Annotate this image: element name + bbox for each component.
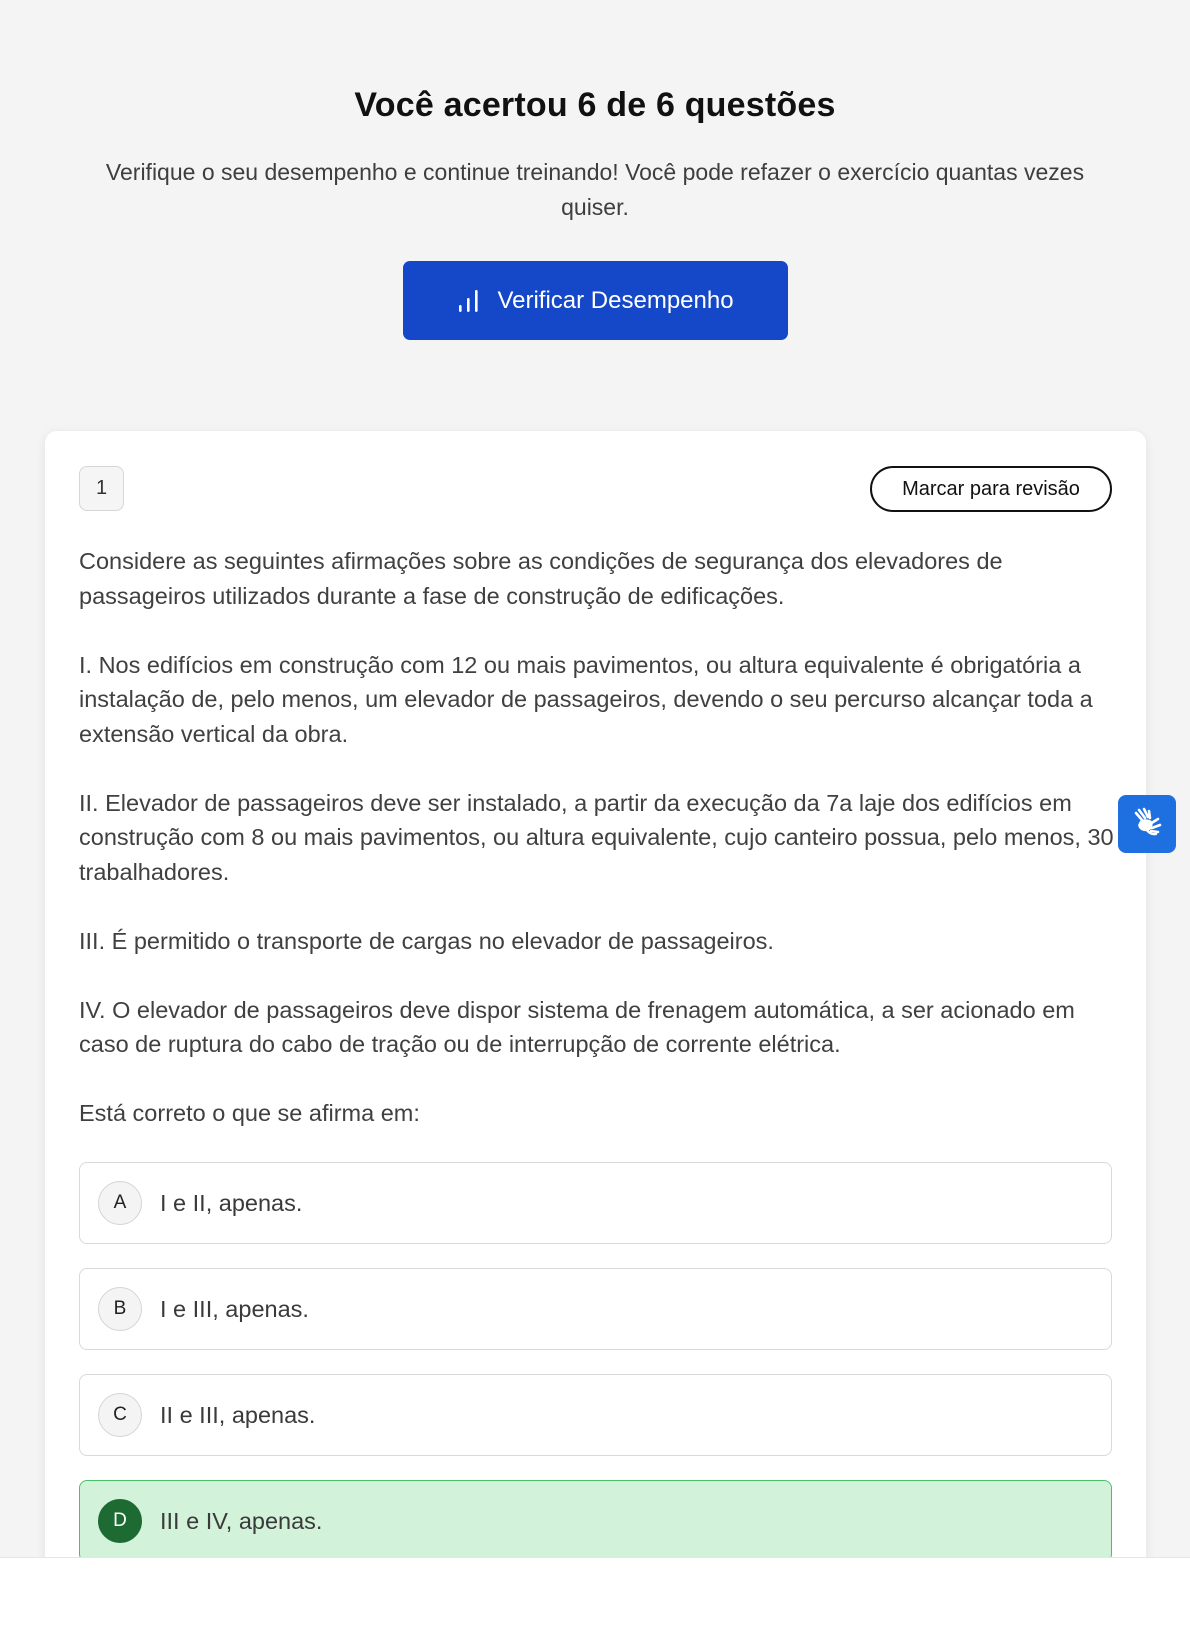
sign-language-hands-icon: [1130, 805, 1164, 844]
option-text: I e III, apenas.: [160, 1295, 309, 1322]
statement-item-i: I. Nos edifícios em construção com 12 ou mais pavimentos, ou altura equivalente é obrigatória a instalação de, pelo menos, um elevador de passageiros, devendo o seu percurso alcançar toda a extensão vertical da obra.: [79, 651, 1093, 747]
question-number: 1: [79, 466, 124, 511]
question-statement: [79, 544, 1119, 1165]
statement-item-iii: III. É permitido o transporte de cargas no elevador de passageiros.: [79, 927, 774, 954]
option-letter-badge: B: [98, 1287, 142, 1331]
option-text: III e IV, apenas.: [160, 1507, 323, 1534]
statement-intro: Considere as seguintes afirmações sobre as condições de segurança dos elevadores de passageiros utilizados durante a fase de construção de edificações.: [79, 548, 1003, 609]
mark-for-review-button[interactable]: Marcar para revisão: [870, 466, 1112, 512]
result-header: [0, 86, 1190, 225]
option-a[interactable]: [79, 1162, 1112, 1244]
option-letter-badge: C: [98, 1393, 142, 1437]
statement-item-iv: IV. O elevador de passageiros deve dispor sistema de frenagem automática, a ser acionado em caso de ruptura do cabo de tração ou de interrupção de corrente elétrica.: [79, 996, 1075, 1057]
option-text: II e III, apenas.: [160, 1401, 316, 1428]
bottom-navigation-bar: [0, 1557, 1190, 1648]
result-title: Você acertou 6 de 6 questões: [354, 86, 836, 124]
option-d-correct[interactable]: [79, 1480, 1112, 1562]
accessibility-widget-button[interactable]: [1118, 795, 1176, 853]
option-letter-badge: A: [98, 1181, 142, 1225]
verify-performance-label: Verificar Desempenho: [497, 286, 734, 314]
statement-prompt: Está correto o que se afirma em:: [79, 1100, 420, 1126]
bar-chart-icon: [457, 288, 481, 314]
result-subtitle: Verifique o seu desempenho e continue treinando! Você pode refazer o exercício quantas vezes quiser.: [105, 159, 1085, 220]
option-b[interactable]: [79, 1268, 1112, 1350]
verify-performance-button[interactable]: [403, 261, 788, 340]
option-c[interactable]: [79, 1374, 1112, 1456]
option-text: I e II, apenas.: [160, 1189, 303, 1216]
statement-item-ii: II. Elevador de passageiros deve ser instalado, a partir da execução da 7a laje dos edifícios em construção com 8 ou mais pavimentos, ou altura equivalente, cujo canteiro possua, pelo menos, 30 trabalhadores.: [79, 789, 1114, 885]
answer-options: [79, 1162, 1112, 1586]
question-card: [45, 431, 1146, 1648]
option-letter-badge: D: [98, 1499, 142, 1543]
